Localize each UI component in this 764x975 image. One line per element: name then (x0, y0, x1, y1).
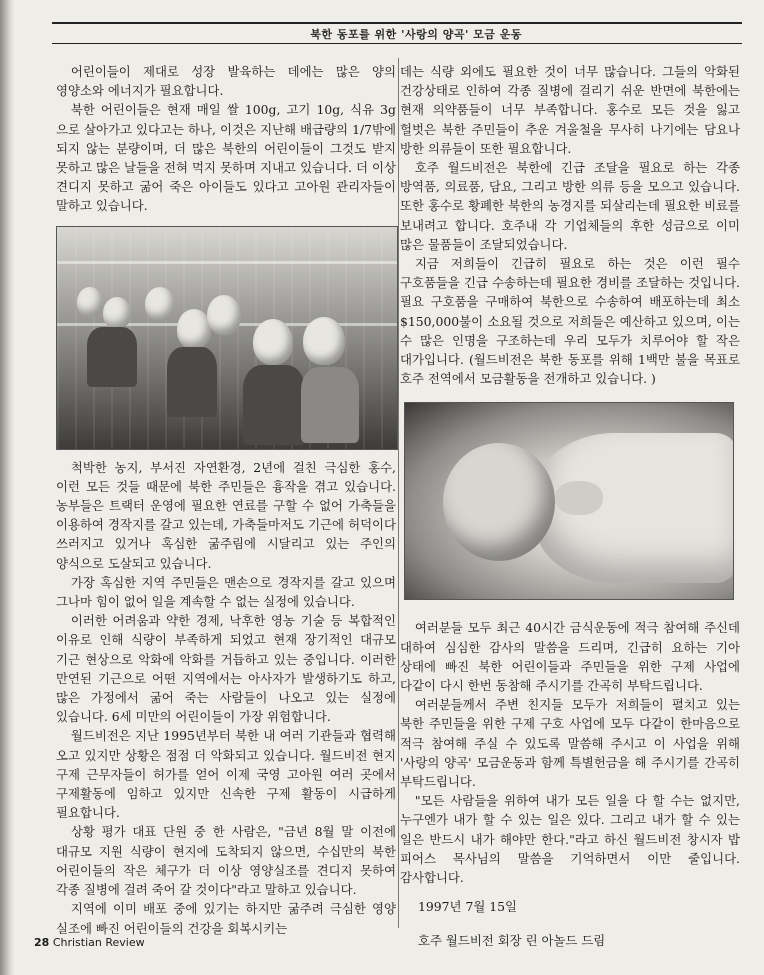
paragraph: "모든 사람들을 위하여 내가 모든 일을 다 할 수는 없지만, 누구엔가 내가 할 수 있는 일은 있다. 그리고 내가 할 수 있는 일은 반드시 내가 해야만 한다."라고 하신 월드비전 창시자 밥 피어스 목사님의 말씀을 기억하면서 이만 줄입니다. 감사합니다. (400, 793, 740, 886)
child-figure (145, 287, 175, 321)
letter-date: 1997년 7월 15일 (418, 899, 517, 915)
paragraph: 상황 평가 대표 단원 중 한 사람은, "금년 8월 말 이전에 대규모 지원 식량이 현지에 도착되지 않으면, 수십만의 북한 어린이들의 작은 체구가 더 이상 영양실조를 견디지 못하여 각종 질병에 걸려 죽어 갈 것이다"라고 말하고 있습니다. (56, 824, 396, 898)
running-header (52, 22, 742, 44)
magazine-name: Christian Review (52, 936, 145, 949)
header-title: 북한 동포를 위한 '사랑의 양곡' 모금 운동 (310, 27, 522, 41)
child-figure (303, 317, 345, 365)
column-divider (398, 58, 399, 928)
left-column (56, 62, 396, 938)
paragraph: 데는 식량 외에도 필요한 것이 너무 많습니다. 그들의 악화된 건강상태로 인하여 각종 질병에 걸리기 쉬운 반면에 북한에는 현재 의약품들이 너무 부족합니다. 홍수로 모든 것을 잃고 헐벗은 북한 주민들이 추운 겨울철을 무사히 나기에는 담요나 방한 의류들이 또한 필요합니다. (400, 64, 740, 156)
photo-children-in-cribs (56, 226, 398, 450)
child-figure (253, 319, 293, 365)
paragraph: 지역에 이미 배포 중에 있기는 하지만 굶주려 극심한 영양 실조에 빠진 어린이들의 건강을 회복시키는 (56, 901, 396, 936)
child-figure (243, 365, 305, 445)
paragraph: 북한 어린이들은 현재 매일 쌀 100g, 고기 10g, 식유 3g 으로 살아가고 있다고는 하나, 이것은 지난해 배급량의 1/7밖에 되지 않는 분량이며, 더 많은 북한의 어린이들이 그것도 받지 못하고 많은 날들을 전혀 먹지 못하며 지내고 있습니다. 더 이상 견디지 못하고 굶어 죽은 아이들도 있다고 고아원 관리자들이 말하고 있습니다. (56, 102, 396, 214)
photo-sleeping-infant (404, 402, 734, 600)
page-number: 28 (34, 936, 50, 949)
paragraph: 여러분들께서 주변 친지들 모두가 저희들이 펼치고 있는 북한 주민들을 위한 구제 구호 사업에 모두 다같이 한마음으로 적극 참여해 주실 수 있도록 말씀해 주시고 이 사업을 위해 '사랑의 양곡' 모금운동과 함께 특별헌금을 해 주시기를 간곡히 부탁드립니다. (400, 697, 740, 790)
paragraph: 지금 저희들이 긴급히 필요로 하는 것은 이런 필수 구호품들을 긴급 수송하는데 필요한 경비를 조달하는 것입니다. 필요 구호품을 구매하여 북한으로 수송하여 배포하는데 최소 $150,000불이 소요될 것으로 저희들은 예산하고 있으며, 이는 수 많은 인명을 구조하는데 우리 모두가 치루어야 할 작은 대가입니다. (월드비전은 북한 동포를 위해 1백만 불을 목표로 호주 전역에서 모금활동을 전개하고 있습니다. ) (400, 256, 740, 387)
paragraph: 어린이들이 제대로 성장 발육하는 데에는 많은 양의 영양소와 에너지가 필요합니다. (56, 64, 396, 99)
child-figure (207, 295, 241, 335)
paragraph: 여러분들 모두 최근 40시간 금식운동에 적극 참여해 주신데 대하여 심심한 감사의 말씀을 드리며, 긴급히 요하는 기아 상태에 빠진 북한 어린이들과 주민들을 위한 구제 사업에 다같이 다시 한번 동참해 주시기를 간곡히 부탁드립니다. (400, 620, 740, 694)
paragraph: 가장 혹심한 지역 주민들은 맨손으로 경작지를 갈고 있으며 그나마 힘이 없어 일을 계속할 수 없는 실정에 있습니다. (56, 574, 396, 610)
child-figure (177, 309, 211, 349)
child-figure (301, 367, 359, 443)
infant-head (443, 443, 555, 561)
child-figure (87, 327, 137, 387)
child-figure (103, 297, 131, 329)
letter-signature: 호주 월드비전 회장 린 아놀드 드림 (418, 932, 606, 948)
page-binding-shadow (0, 0, 14, 975)
paragraph: 월드비전은 지난 1995년부터 북한 내 여러 기관들과 협력해 오고 있지만 상황은 점점 더 악화되고 있습니다. 월드비전 현지 구제 근무자들이 허가를 얻어 이제 국영 고아원 여러 곳에서 구제활동에 임하고 있지만 신속한 구제 활동이 시급하게 필요합니다. (56, 728, 396, 821)
paragraph: 척박한 농지, 부서진 자연환경, 2년에 걸친 극심한 홍수, 이런 모든 것들 때문에 북한 주민들은 흉작을 겪고 있습니다. 농부들은 트랙터 운영에 필요한 연료를 구할 수 없어 가축들을 이용하여 경작지를 갈고 있는데, 가축들마저도 기근에 허덕이다 쓰러지고 있거나 혹심한 굶주림에 시달리고 있는 주인의 양식으로 도살되고 있습니다. (56, 459, 396, 571)
child-figure (167, 347, 217, 417)
infant-hand (555, 481, 603, 515)
page-footer (34, 936, 145, 949)
crib-rail (57, 261, 397, 264)
right-column (400, 62, 740, 950)
child-figure (77, 287, 103, 317)
paragraph: 이러한 어려움과 약한 경제, 낙후한 영농 기술 등 복합적인 이유로 인해 식량이 부족하게 되었고 현재 장기적인 대규모 기근 현상으로 악화에 악화를 거듭하고 있는 중입니다. 이러한 만연된 기근으로 어떤 지역에서는 아사자가 발생하기도 하고, 많은 가정에서 굶어 죽는 사람들이 나오고 있는 실정에 있습니다. 6세 미만의 어린이들이 가장 위험합니다. (56, 613, 396, 725)
paragraph: 호주 월드비전은 북한에 긴급 조달을 필요로 하는 각종 방역품, 의료품, 담요, 그리고 방한 의류 등을 모으고 있습니다. 또한 홍수로 황폐한 북한의 농경지를 되살리는데 필요한 비료를 보내려고 합니다. 호주내 각 기업체들의 후한 성금으로 이미 많은 물품들이 조달되었습니다. (400, 160, 740, 252)
